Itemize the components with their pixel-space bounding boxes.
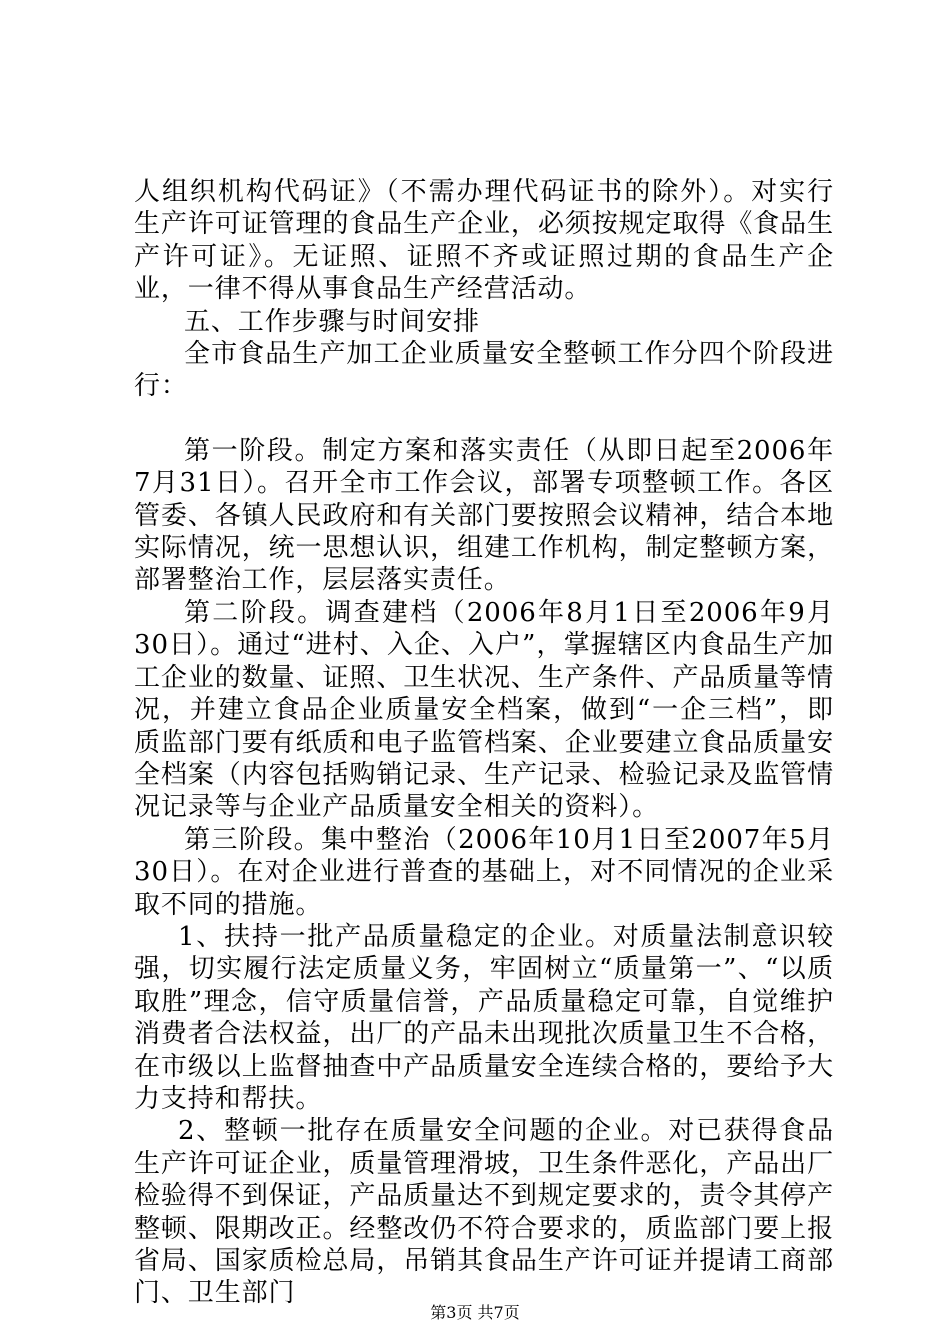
paragraph-phase-three: 第三阶段。集中整治（2006年10月1日至2007年5月30日）。在对企业进行普查的基础上，对不同情况的企业采取不同的措施。 xyxy=(134,824,834,920)
paragraph-licence-requirements: 人组织机构代码证》（不需办理代码证书的除外）。对实行生产许可证管理的食品生产企业，必须按规定取得《食品生产许可证》。无证照、证照不齐或证照过期的食品生产企业，一律不得从事食品生产经营活动。 xyxy=(134,177,834,305)
paragraph-phase-one: 第一阶段。制定方案和落实责任（从即日起至2006年7月31日）。召开全市工作会议，部署专项整顿工作。各区管委、各镇人民政府和有关部门要按照会议精神，结合本地实际情况，统一思想认识，组建工作机构，制定整顿方案，部署整治工作，层层落实责任。 xyxy=(134,435,834,596)
paragraph-item-support-enterprises: 1、扶持一批产品质量稳定的企业。对质量法制意识较强，切实履行法定质量义务，牢固树立“质量第一”、“以质取胜”理念，信守质量信誉，产品质量稳定可靠，自觉维护消费者合法权益，出厂的产品未出现批次质量卫生不合格，在市级以上监督抽查中产品质量安全连续合格的，要给予大力支持和帮扶。 xyxy=(134,921,834,1114)
section-heading-work-steps: 五、工作步骤与时间安排 xyxy=(184,306,480,337)
paragraph-phase-two: 第二阶段。调查建档（2006年8月1日至2006年9月30日）。通过“进村、入企、入户”，掌握辖区内食品生产加工企业的数量、证照、卫生状况、生产条件、产品质量等情况，并建立食品企业质量安全档案，做到“一企三档”，即质监部门要有纸质和电子监管档案、企业要建立食品质量安全档案（内容包括购销记录、生产记录、检验记录及监管情况记录等与企业产品质量安全相关的资料）。 xyxy=(134,597,834,823)
page-number-footer: 第3页 共7页 xyxy=(430,1303,520,1322)
paragraph-item-rectify-enterprises: 2、整顿一批存在质量安全问题的企业。对已获得食品生产许可证企业，质量管理滑坡，卫生条件恶化，产品出厂检验得不到保证，产品质量达不到规定要求的，责令其停产整顿、限期改正。经整改仍不符合要求的，质监部门要上报省局、国家质检总局，吊销其食品生产许可证并提请工商部门、卫生部门 xyxy=(134,1116,834,1309)
paragraph-four-phases-intro: 全市食品生产加工企业质量安全整顿工作分四个阶段进行： xyxy=(134,339,834,402)
paragraph-spacer xyxy=(134,403,834,435)
document-body xyxy=(134,176,834,1310)
